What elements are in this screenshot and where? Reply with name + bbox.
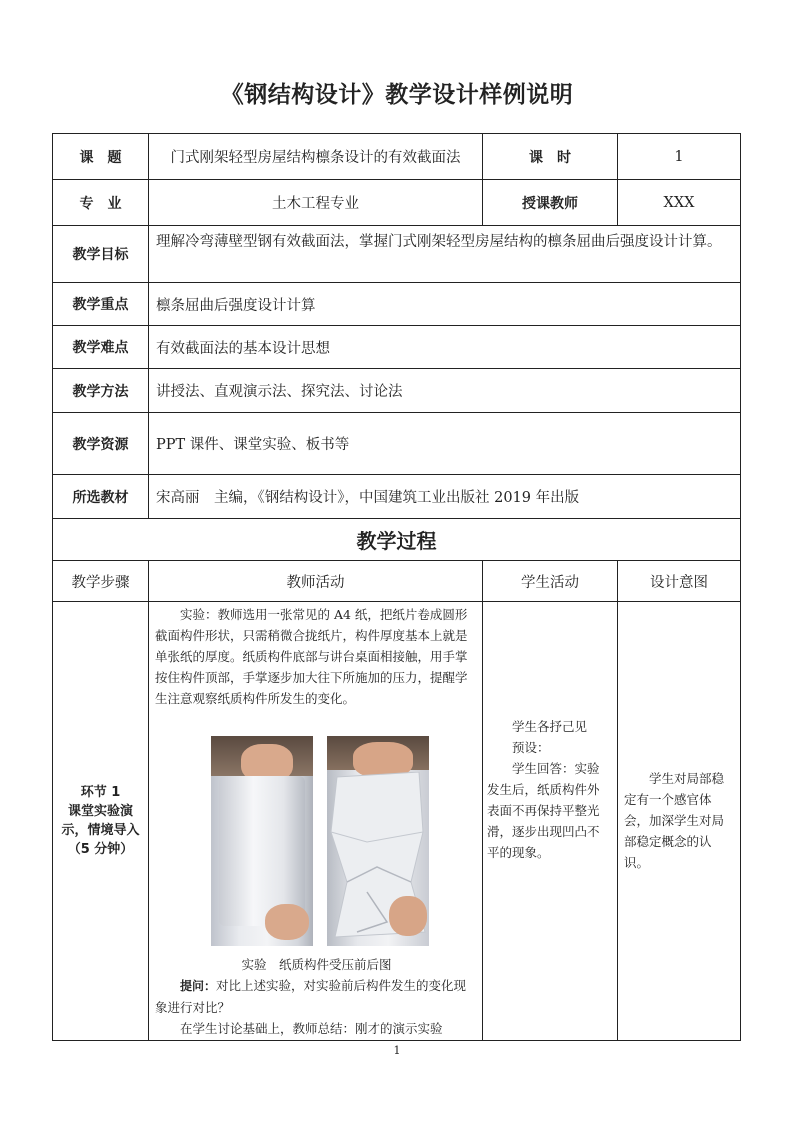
question-text: 对比上述实验，对实验前后构件发生的变化现象进行对比？ [155,978,467,1015]
textbook-value: 宋高丽 主编，《钢结构设计》，中国建筑工业出版社 2019 年出版 [148,474,741,519]
photo-caption: 实验 纸质构件受压前后图 [241,957,392,972]
teacher-value: XXX [617,179,741,226]
header-teacher: 教师活动 [148,560,483,602]
focus-value: 檩条屈曲后强度设计计算 [148,282,741,326]
resource-value: PPT 课件、课堂实验、板书等 [148,412,741,475]
header-student: 学生活动 [482,560,618,602]
stage-line-1: 环节 1 [80,785,121,800]
teacher-label: 授课教师 [482,179,618,226]
design-intent-text: 学生对局部稳定有一个感官体会，加深学生对局部稳定概念的认识。 [624,771,725,870]
stage-line-4: （5 分钟） [67,842,134,857]
question-label: 提问： [180,979,217,993]
topic-label: 课 题 [52,133,149,180]
experiment-description: 实验：教师选用一张常见的 A4 纸，把纸片卷成圆形截面构件形状，只需稍微合拢纸片，构件厚度基本上就是单张纸的厚度。纸质构件底部与讲台桌面相接触，用手掌按住构件顶部，手掌逐步加大往下所施加的压力，提醒学生注意观察纸质构件所发生的变化。 [155,607,468,706]
student-line-2: 预设： [512,740,550,755]
focus-label: 教学重点 [52,282,149,326]
textbook-label: 所选教材 [52,474,149,519]
resource-label: 教学资源 [52,412,149,475]
header-intent: 设计意图 [617,560,741,602]
major-value: 土木工程专业 [148,179,483,226]
process-title: 教学过程 [52,518,741,561]
stage-line-3: 示，情境导入 [61,823,140,838]
method-value: 讲授法、直观演示法、探究法、讨论法 [148,368,741,413]
page-title: 《钢结构设计》教学设计样例说明 [220,82,574,108]
difficulty-value: 有效截面法的基本设计思想 [148,325,741,369]
question-paragraph [155,975,478,1018]
stage-cell [52,601,149,1041]
goal-label: 教学目标 [52,225,149,283]
hours-value: 1 [617,133,741,180]
page-number: 1 [393,1044,401,1057]
topic-value: 门式刚架轻型房屋结构檩条设计的有效截面法 [148,133,483,180]
difficulty-label: 教学难点 [52,325,149,369]
paper-before-photo [211,736,313,946]
method-label: 教学方法 [52,368,149,413]
design-intent-cell [617,601,741,1041]
student-line-3: 学生回答：实验发生后，纸质构件外表面不再保持平整光滑，逐步出现凹凸不平的现象。 [487,761,600,860]
major-label: 专 业 [52,179,149,226]
header-step: 教学步骤 [52,560,149,602]
student-line-1: 学生各抒己见 [512,719,588,734]
goal-value: 理解冷弯薄壁型钢有效截面法，掌握门式刚架轻型房屋结构的檩条屈曲后强度设计计算。 [148,225,741,283]
stage-line-2: 课堂实验演 [67,804,133,819]
hand-icon [389,896,427,936]
student-activity-cell [482,601,618,1041]
paper-after-photo [327,736,429,946]
student-activity-text [487,716,611,863]
stage-label [61,783,139,859]
teacher-activity-cell [148,601,483,1041]
hours-label: 课 时 [482,133,618,180]
summary-text: 在学生讨论基础上，教师总结：刚才的演示实验 [180,1021,443,1036]
hand-icon [265,904,309,940]
